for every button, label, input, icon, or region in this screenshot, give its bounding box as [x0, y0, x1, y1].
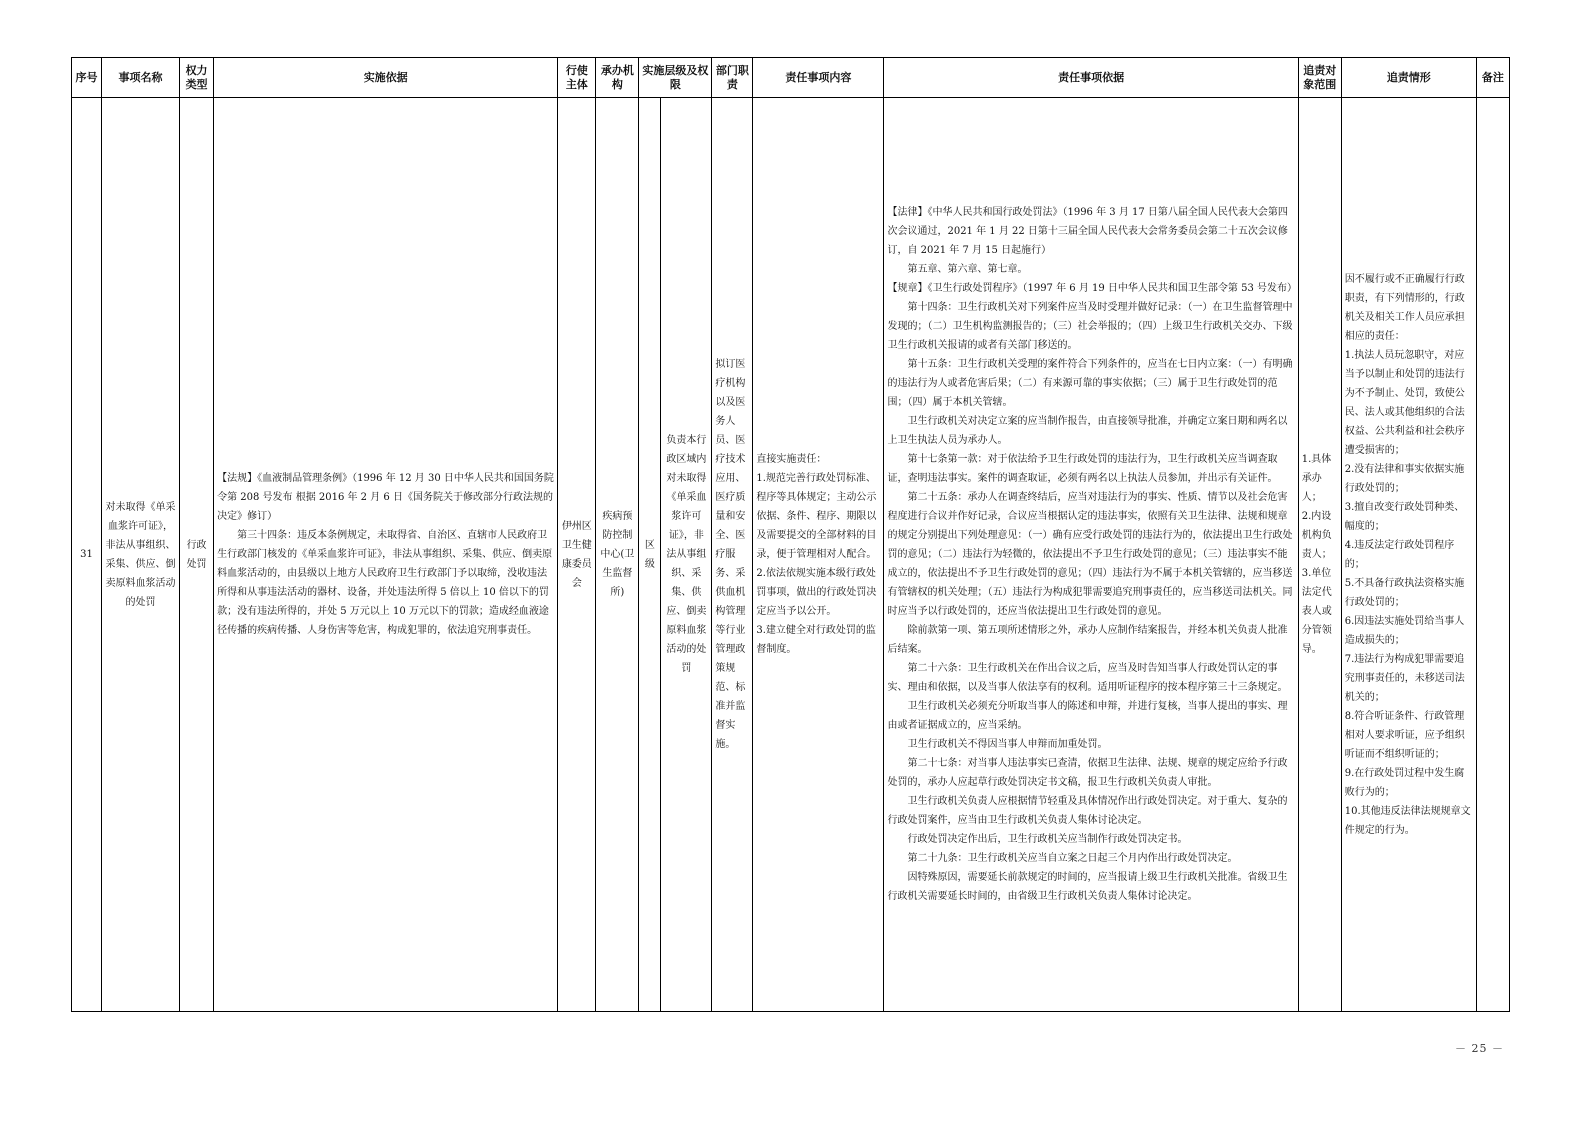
circumstance-item: 因不履行或不正确履行行政职责，有下列情形的，行政机关及相关工作人员应承担相应的责任： [1344, 273, 1465, 342]
cell-level: 区级 [639, 98, 661, 1012]
resp-basis-paragraph: 第二十七条：对当事人违法事实已查清，依据卫生法律、法规、规章的规定应给予行政处罚的，承办人应起草行政处罚决定书文稿，报卫生行政机关负责人审批。 [887, 758, 1288, 788]
cell-dept-duty: 拟订医疗机构以及医务人员、医疗技术应用、医疗质量和安全、医疗服务、采供血机构管理等行业管理政策规范、标准并监督实施。 [712, 98, 753, 1012]
circumstance-item: 6.因违法实施处罚给当事人造成损失的； [1344, 615, 1465, 646]
resp-basis-paragraph: 因特殊原因，需要延长前款规定的时间的，应当报请上级卫生行政机关批准。省级卫生行政机关需要延长时间的，由省级卫生行政机关负责人集体讨论决定。 [887, 872, 1288, 902]
resp-basis-paragraph: 【规章】《卫生行政处罚程序》（1997 年 6 月 19 日中华人民共和国卫生部令第 53 号发布） [887, 283, 1297, 294]
scope-item: 3.单位法定代表人或分管领导。 [1301, 568, 1332, 655]
cell-name: 对未取得《单采血浆许可证》，非法从事组织、采集、供应、倒卖原料血浆活动的处罚 [102, 98, 180, 1012]
header-circumstances: 追责情形 [1341, 58, 1476, 98]
circumstance-item: 7.违法行为构成犯罪需要追究刑事责任的，未移送司法机关的； [1344, 653, 1465, 703]
circumstance-item: 9.在行政处罚过程中发生腐败行为的； [1344, 767, 1465, 798]
cell-seq: 31 [72, 98, 102, 1012]
header-scope: 追责对象范围 [1298, 58, 1341, 98]
header-seq: 序号 [72, 58, 102, 98]
header-dept-duty: 部门职责 [712, 58, 753, 98]
cell-power-type: 行政处罚 [180, 98, 214, 1012]
cell-resp-basis [884, 98, 1298, 1012]
resp-basis-paragraph: 除前款第一项、第五项所述情形之外，承办人应制作结案报告，并经本机关负责人批准后结案。 [887, 625, 1288, 655]
table-row [72, 98, 1510, 1012]
circumstance-item: 10.其他违反法律法规规章文件规定的行为。 [1344, 805, 1471, 836]
basis-law: 【法规】《血液制品管理条例》（1996 年 12 月 30 日中华人民共和国国务院令第 208 号发布 根据 2016 年 2 月 6 日《国务院关于修改部分行政法规的决定》修订） [217, 473, 554, 522]
resp-content-line: 直接实施责任： [756, 454, 827, 465]
resp-basis-paragraph: 卫生行政机关不得因当事人申辩而加重处罚。 [907, 739, 1108, 750]
resp-content-line: 2.依法依规实施本级行政处罚事项，做出的行政处罚决定应当予以公开。 [756, 568, 877, 617]
header-remarks: 备注 [1476, 58, 1509, 98]
resp-basis-paragraph: 卫生行政机关负责人应根据情节轻重及具体情况作出行政处罚决定。对于重大、复杂的行政处罚案件，应当由卫生行政机关负责人集体讨论决定。 [887, 796, 1288, 826]
circumstance-item: 5.不具备行政执法资格实施行政处罚的； [1344, 577, 1465, 608]
header-agency: 承办机构 [596, 58, 639, 98]
header-resp-content: 责任事项内容 [753, 58, 884, 98]
resp-basis-paragraph: 第二十五条：承办人在调查终结后，应当对违法行为的事实、性质、情节以及社会危害程度进行合议并作好记录，合议应当根据认定的违法事实，依照有关卫生法律、法规和规章的规定分别提出下列处理意见：（一）确有应受行政处罚的违法行为的，依法提出卫生行政处罚的意见；（二）违法行为轻微的，依法提出不予卫生行政处罚的意见；（三）违法事实不能成立的，依法提出不予卫生行政处罚的意见；（四）违法行为不属于本机关管辖的，应当移送有管辖权的机关处理；（五）违法行为构成犯罪需要追究刑事责任的，应当移送司法机关。同时应当予以行政处罚的，还应当依法提出卫生行政处罚的意见。 [887, 492, 1293, 617]
circumstance-item: 3.擅自改变行政处罚种类、幅度的； [1344, 501, 1465, 532]
header-basis: 实施依据 [214, 58, 558, 98]
circumstance-item: 1.执法人员玩忽职守，对应当予以制止和处罚的违法行为不予制止、处罚，致使公民、法人或其他组织的合法权益、公共利益和社会秩序遭受损害的； [1344, 349, 1465, 456]
resp-basis-paragraph: 卫生行政机关必须充分听取当事人的陈述和申辩，并进行复核，当事人提出的事实、理由或者证据成立的，应当采纳。 [887, 701, 1288, 731]
circumstance-item: 2.没有法律和事实依据实施行政处罚的； [1344, 463, 1465, 494]
cell-circumstances [1341, 98, 1476, 1012]
scope-item: 1.具体承办人； [1301, 454, 1332, 503]
header-name: 事项名称 [102, 58, 180, 98]
circumstance-item: 4.违反法定行政处罚程序的； [1344, 539, 1455, 570]
resp-basis-paragraph: 第二十九条：卫生行政机关应当自立案之日起三个月内作出行政处罚决定。 [907, 853, 1238, 864]
cell-subject: 伊州区卫生健康委员会 [558, 98, 596, 1012]
resp-basis-paragraph: 【法律】《中华人民共和国行政处罚法》（1996 年 3 月 17 日第八届全国人民代表大会第四次会议通过，2021 年 1 月 22 日第十三届全国人民代表大会常务委员会第二十五次会议修订，自 2021 年 7 月 15 日起施行） [887, 207, 1288, 256]
cell-resp-content [753, 98, 884, 1012]
scope-item: 2.内设机构负责人； [1301, 511, 1332, 560]
cell-basis [214, 98, 558, 1012]
cell-level-scope: 负责本行政区域内对未取得《单采血浆许可证》，非法从事组织、采集、供应、倒卖原料血浆活动的处罚 [661, 98, 712, 1012]
basis-article: 第三十四条：违反本条例规定，未取得省、自治区、直辖市人民政府卫生行政部门核发的《单采血浆许可证》，非法从事组织、采集、供应、倒卖原料血浆活动的，由县级以上地方人民政府卫生行政部门予以取缔，没收违法所得和从事违法活动的器材、设备，并处违法所得 5 倍以上 10 倍以下的罚款；没有违法所得的，并处 5 万元以上 10 万元以下的罚款；造成经血液途径传播的疾病传播、人身伤害等危害，构成犯罪的，依法追究刑事责任。 [217, 530, 553, 636]
resp-basis-paragraph: 第二十六条：卫生行政机关在作出合议之后，应当及时告知当事人行政处罚认定的事实、理由和依据，以及当事人依法享有的权利。适用听证程序的按本程序第三十三条规定。 [887, 663, 1288, 693]
cell-agency: 疾病预防控制中心(卫生监督所) [596, 98, 639, 1012]
circumstance-item: 8.符合听证条件、行政管理相对人要求听证，应予组织听证而不组织听证的； [1344, 710, 1465, 760]
resp-content-line: 1.规范完善行政处罚标准、程序等具体规定；主动公示依据、条件、程序、期限以及需要提交的全部材料的目录，便于管理相对人配合。 [756, 473, 877, 560]
resp-basis-paragraph: 卫生行政机关对决定立案的应当制作报告，由直接领导批准，并确定立案日期和两名以上卫生执法人员为承办人。 [887, 416, 1288, 446]
resp-basis-paragraph: 第十四条：卫生行政机关对下列案件应当及时受理并做好记录：（一）在卫生监督管理中发现的；（二）卫生机构监测报告的；（三）社会举报的；（四）上级卫生行政机关交办、下级卫生行政机关报请的或者有关部门移送的。 [887, 302, 1293, 351]
resp-basis-paragraph: 第五章、第六章、第七章。 [907, 264, 1028, 275]
header-level: 实施层级及权限 [639, 58, 712, 98]
cell-scope [1298, 98, 1341, 1012]
resp-content-line: 3.建立健全对行政处罚的监督制度。 [756, 625, 876, 655]
header-power-type: 权力类型 [180, 58, 214, 98]
resp-basis-paragraph: 第十五条：卫生行政机关受理的案件符合下列条件的，应当在七日内立案：（一）有明确的违法行为人或者危害后果；（二）有来源可靠的事实依据；（三）属于卫生行政处罚的范围；（四）属于本机关管辖。 [887, 359, 1293, 408]
cell-remarks [1476, 98, 1509, 1012]
resp-basis-paragraph: 行政处罚决定作出后，卫生行政机关应当制作行政处罚决定书。 [907, 834, 1188, 845]
duty-table [71, 57, 1510, 1012]
header-subject: 行使主体 [558, 58, 596, 98]
header-resp-basis: 责任事项依据 [884, 58, 1298, 98]
page-number: － 25 － [1455, 1042, 1504, 1055]
resp-basis-paragraph: 第十七条第一款：对于依法给予卫生行政处罚的违法行为，卫生行政机关应当调查取证，查明违法事实。案件的调查取证，必须有两名以上执法人员参加，并出示有关证件。 [887, 454, 1278, 484]
header-row [72, 58, 1510, 98]
